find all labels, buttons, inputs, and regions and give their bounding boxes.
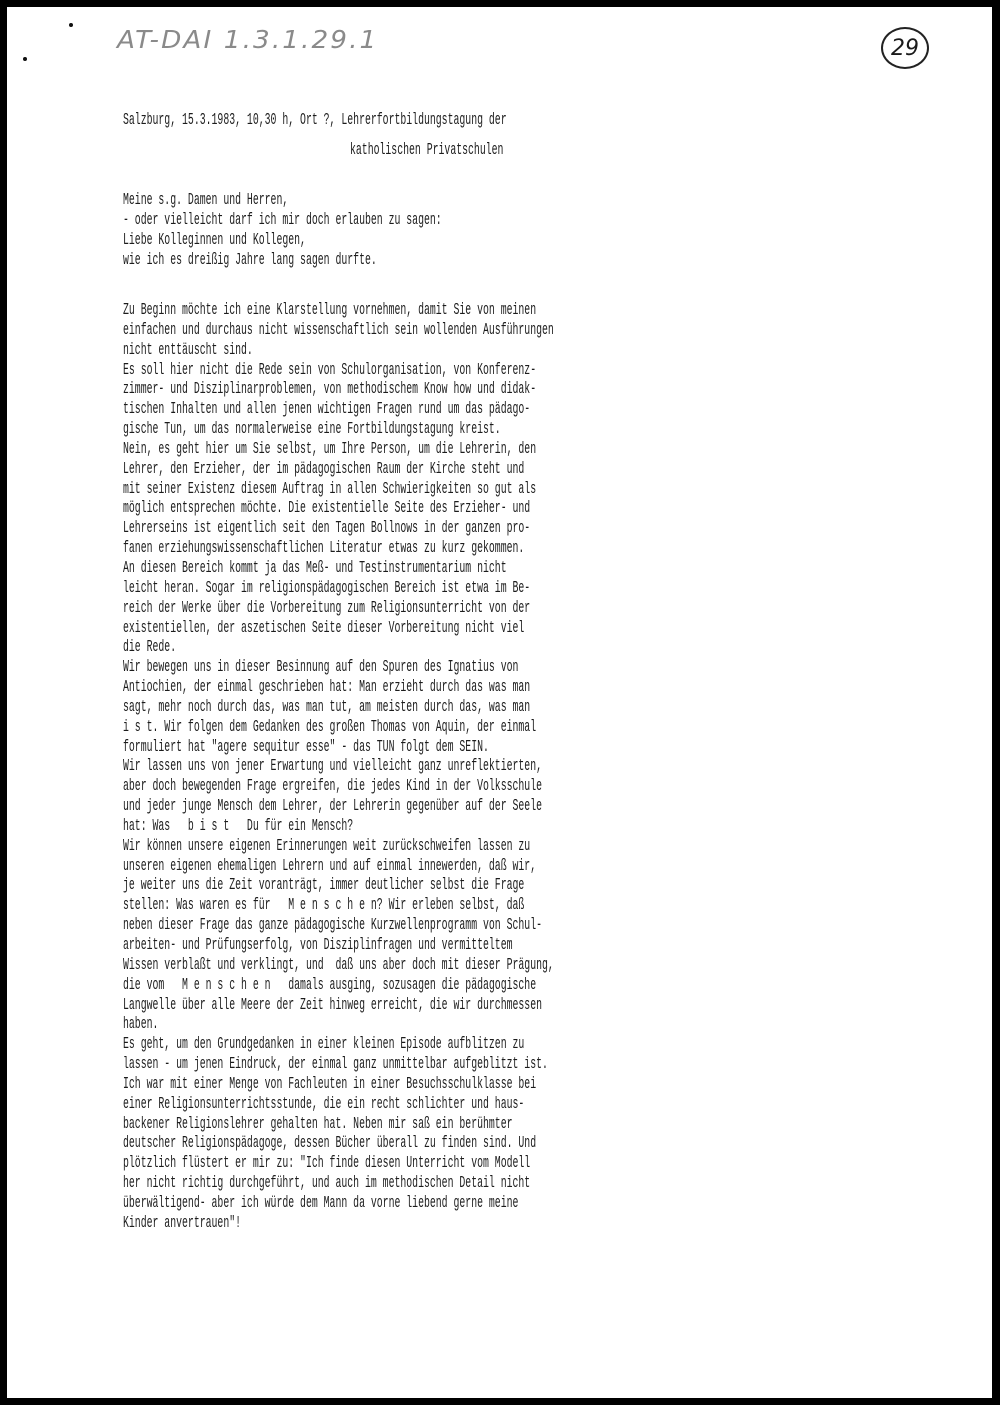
text-line: Wir bewegen uns in dieser Besinnung auf den Spuren des Ignatius von (123, 657, 519, 677)
text-line: backener Religionslehrer gehalten hat. Neben mir saß ein berühmter (123, 1113, 513, 1133)
salutation (123, 190, 654, 269)
text-line: fanen erziehungswissenschaftlichen Literatur etwas zu kurz gekommen. (123, 538, 525, 558)
text-line: Wir lassen uns von jener Erwartung und vielleicht ganz unreflektierten, (123, 756, 543, 776)
text-line: wie ich es dreißig Jahre lang sagen durfte. (123, 249, 377, 269)
text-line: Wissen verblaßt und verklingt, und daß uns aber doch mit dieser Prägung, (123, 954, 554, 974)
punch-mark (23, 57, 27, 61)
text-line: die vom M e n s c h e n damals ausging, sozusagen die pädagogische (123, 974, 537, 994)
header-text: Salzburg, 15.3.1983, 10,30 h, Ort ?, Lehrerfortbildungstagung der (123, 109, 507, 129)
text-line: arbeiten- und Prüfungserfolg, von Disziplinfragen und vermitteltem (123, 935, 513, 954)
text-line: stellen: Was waren es für M e n s c h e n? Wir erleben selbst, daß (123, 895, 525, 915)
text-line: Wir können unsere eigenen Erinnerungen weit zurückschweifen lassen zu (123, 835, 531, 855)
text-line: die Rede. (123, 637, 177, 657)
text-line: mit seiner Existenz diesem Auftrag in allen Schwierigkeiten so gut als (123, 478, 537, 498)
text-line: Langwelle über alle Meere der Zeit hinweg erreicht, die wir durchmessen (123, 994, 543, 1014)
text-line: Nein, es geht hier um Sie selbst, um Ihre Person, um die Lehrerin, den (123, 438, 537, 458)
text-line: hat: Was b i s t Du für ein Mensch? (123, 815, 354, 835)
text-line: sagt, mehr noch durch das, was man tut, am meisten durch das, was man (123, 696, 531, 716)
document-page (7, 7, 992, 1398)
text-line: gische Tun, um das normalerweise eine Fortbildungstagung kreist. (123, 419, 501, 439)
text-line: Zu Beginn möchte ich eine Klarstellung vornehmen, damit Sie von meinen (123, 300, 537, 319)
text-line: - oder vielleicht darf ich mir doch erlauben zu sagen: (123, 209, 442, 229)
text-line: unseren eigenen ehemaligen Lehrern und auf einmal innewerden, daß wir, (123, 855, 537, 875)
text-line: lassen - um jenen Eindruck, der einmal ganz unmittelbar aufgeblitzt ist. (123, 1054, 548, 1074)
text-line: Meine s.g. Damen und Herren, (123, 190, 289, 209)
text-line: Es geht, um den Grundgedanken in einer kleinen Episode aufblitzen zu (123, 1034, 525, 1054)
text-line: und jeder junge Mensch dem Lehrer, der Lehrerin gegenüber auf der Seele (123, 796, 543, 816)
text-line: überwältigend- aber ich würde dem Mann da vorne liebend gerne meine (123, 1192, 519, 1212)
text-line: her nicht richtig durchgeführt, und auch im methodischen Detail nicht (123, 1173, 531, 1193)
text-line: reich der Werke über die Vorbereitung zum Religionsunterricht von der (123, 597, 531, 617)
text-line: möglich entsprechen möchte. Die existentielle Seite des Erzieher- und (123, 498, 531, 518)
text-line: formuliert hat "agere sequitur esse" - das TUN folgt dem SEIN. (123, 736, 489, 756)
text-line: Kinder anvertrauen"! (123, 1212, 242, 1232)
text-line: einfachen und durchaus nicht wissenschaftlich sein wollenden Ausführungen (123, 319, 554, 339)
text-line: plötzlich flüstert er mir zu: "Ich finde diesen Unterricht vom Modell (123, 1153, 531, 1173)
text-line: i s t. Wir folgen dem Gedanken des großen Thomas von Aquin, der einmal (123, 716, 537, 736)
text-line: existentiellen, der aszetischen Seite dieser Vorbereitung nicht viel (123, 617, 525, 637)
text-line: nicht enttäuscht sind. (123, 339, 253, 359)
page-number-circled: 29 (881, 27, 929, 69)
text-line: Ich war mit einer Menge von Fachleuten in einer Besuchsschulklasse bei (123, 1073, 537, 1093)
text-line: deutscher Religionspädagoge, dessen Bücher überall zu finden sind. Und (123, 1133, 537, 1153)
text-line: neben dieser Frage das ganze pädagogische Kurzwellenprogramm von Schul- (123, 915, 543, 935)
text-line: Antiochien, der einmal geschrieben hat: Man erzieht durch das was man (123, 677, 531, 697)
text-line: aber doch bewegenden Frage ergreifen, die jedes Kind in der Volksschule (123, 776, 543, 796)
text-line: Lehrerseins ist eigentlich seit den Tagen Bollnows in der ganzen pro- (123, 518, 531, 538)
text-line: An diesen Bereich kommt ja das Meß- und Testinstrumentarium nicht (123, 557, 507, 577)
text-line: je weiter uns die Zeit voranträgt, immer deutlicher selbst die Frage (123, 875, 525, 895)
text-line: einer Religionsunterrichtsstunde, die ein recht schlichter und haus- (123, 1093, 525, 1113)
body-text (123, 300, 841, 1233)
text-line: haben. (123, 1014, 159, 1034)
text-line: Liebe Kolleginnen und Kollegen, (123, 229, 306, 249)
archive-stamp: AT-DAI 1.3.1.29.1 (117, 25, 379, 54)
header-text: katholischen Privatschulen (350, 139, 504, 159)
text-line: tischen Inhalten und allen jenen wichtigen Fragen rund um das pädago- (123, 399, 531, 419)
text-line: zimmer- und Disziplinarproblemen, von methodischem Know how und didak- (123, 379, 537, 399)
text-line: Es soll hier nicht die Rede sein von Schulorganisation, von Konferenz- (123, 359, 537, 379)
text-line: leicht heran. Sogar im religionspädagogischen Bereich ist etwa im Be- (123, 577, 531, 597)
header-line-2 (350, 100, 606, 199)
text-line: Lehrer, den Erzieher, der im pädagogischen Raum der Kirche steht und (123, 458, 525, 478)
punch-mark (69, 23, 73, 27)
